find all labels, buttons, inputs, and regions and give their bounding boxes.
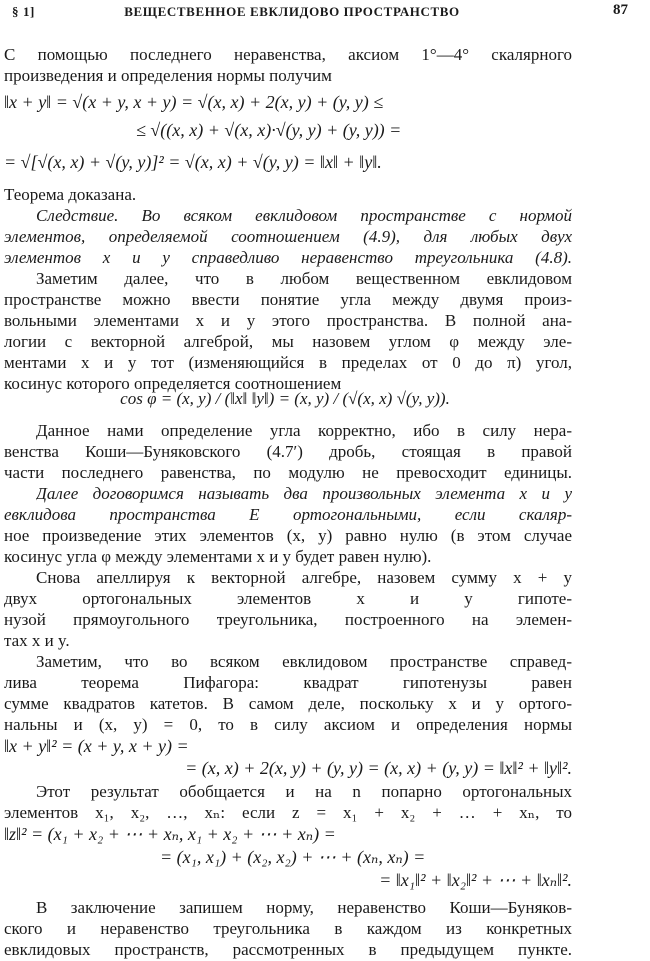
- text-line: Этот результат обобщается и на n попарно ортогональных: [36, 782, 572, 801]
- section-marker: § 1]: [12, 4, 35, 19]
- text-line: нальны и (x, y) = 0, то в силу аксиом и определения нормы: [4, 715, 572, 734]
- text-line: Данное нами определение угла корректно, ибо в силу нера-: [36, 421, 572, 440]
- text-line: ского и неравенство треугольника в каждом из конкретных: [4, 919, 572, 938]
- text-line: Далее договоримся называть два произвольных элемента x и y: [36, 484, 572, 503]
- text-line: Теорема доказана.: [4, 185, 137, 204]
- formula-line: = (x₁, x₁) + (x₂, x₂) + ⋯ + (xₙ, xₙ) =: [160, 847, 426, 867]
- page-number: 87: [613, 2, 628, 18]
- text-line: элементов x₁, x₂, …, xₙ: если z = x₁ + x₂ + … + xₙ, то: [4, 803, 572, 822]
- text-line: евклидова пространства E ортогональными, если скаляр-: [4, 505, 572, 524]
- corollary-line: элементов, определяемой соотношением (4.9), для любых двух: [4, 227, 572, 246]
- text-line: ное произведение этих элементов (x, y) равно нулю (в этом случае: [4, 526, 572, 545]
- text-line: пространстве можно ввести понятие угла между двумя произ-: [4, 290, 572, 309]
- text-line: лива теорема Пифагора: квадрат гипотенузы равен: [4, 673, 572, 692]
- text-line: Заметим, что во всяком евклидовом пространстве справед-: [36, 652, 572, 671]
- text-line: части последнего равенства, по модулю не превосходит единицы.: [4, 463, 572, 482]
- text-line: косинус которого определяется соотношением: [4, 374, 342, 393]
- text-line: сумме квадратов катетов. В самом деле, поскольку x и y ортого-: [4, 694, 572, 713]
- text-line: логии с векторной алгеброй, мы назовем углом φ между эле-: [4, 332, 572, 351]
- formula-line: cos φ = (x, y) / (‖x‖ ‖y‖) = (x, y) / (√(x, x) √(y, y)).: [120, 389, 450, 408]
- formula-line: ‖x + y‖ = √(x + y, x + y) = √(x, x) + 2(x, y) + (y, y) ≤: [4, 92, 384, 112]
- text-line: ментами x и y тот (изменяющийся в пределах от 0 до π) угол,: [4, 353, 572, 372]
- text-line: Заметим далее, что в любом вещественном евклидовом: [36, 269, 572, 288]
- corollary-line: элементов x и y справедливо неравенство треугольника (4.8).: [4, 248, 572, 267]
- formula-line: ‖x + y‖² = (x + y, x + y) =: [4, 736, 189, 756]
- chapter-title: ВЕЩЕСТВЕННОЕ ЕВКЛИДОВО ПРОСТРАНСТВО: [124, 4, 460, 19]
- text-line: произведения и определения нормы получим: [4, 66, 332, 85]
- formula-line: ≤ √((x, x) + √(x, x)·√(y, y) + (y, y)) =: [136, 120, 402, 140]
- text-line: косинус угла φ между элементами x и y будет равен нулю).: [4, 547, 432, 566]
- text-line: Снова апеллируя к векторной алгебре, назовем сумму x + y: [36, 568, 572, 587]
- text-line: нузой прямоугольного треугольника, построенного на элемен-: [4, 610, 572, 629]
- formula-line: = ‖x₁‖² + ‖x₂‖² + ⋯ + ‖xₙ‖².: [379, 870, 572, 890]
- formula-line: = (x, x) + 2(x, y) + (y, y) = (x, x) + (y, y) = ‖x‖² + ‖y‖².: [185, 758, 572, 778]
- corollary-line: Следствие. Во всяком евклидовом пространстве с нормой: [36, 206, 572, 225]
- text-line: В заключение запишем норму, неравенство Коши—Буняков-: [36, 898, 572, 917]
- running-header: [12, 2, 628, 24]
- text-line: тах x и y.: [4, 631, 70, 650]
- formula-line: ‖z‖² = (x₁ + x₂ + ⋯ + xₙ, x₁ + x₂ + ⋯ + xₙ) =: [4, 824, 336, 844]
- formula-line: = √[√(x, x) + √(y, y)]² = √(x, x) + √(y, y) = ‖x‖ + ‖y‖.: [4, 152, 382, 172]
- text-line: венства Коши—Буняковского (4.7′) дробь, стоящая в правой: [4, 442, 572, 461]
- text-line: С помощью последнего неравенства, аксиом 1°—4° скалярного: [4, 45, 572, 64]
- text-line: евклидовых пространств, рассмотренных в предыдущем пункте.: [4, 940, 572, 959]
- text-line: вольными элементами x и y этого пространства. В полной ана-: [4, 311, 572, 330]
- text-line: двух ортогональных элементов x и y гипоте-: [4, 589, 572, 608]
